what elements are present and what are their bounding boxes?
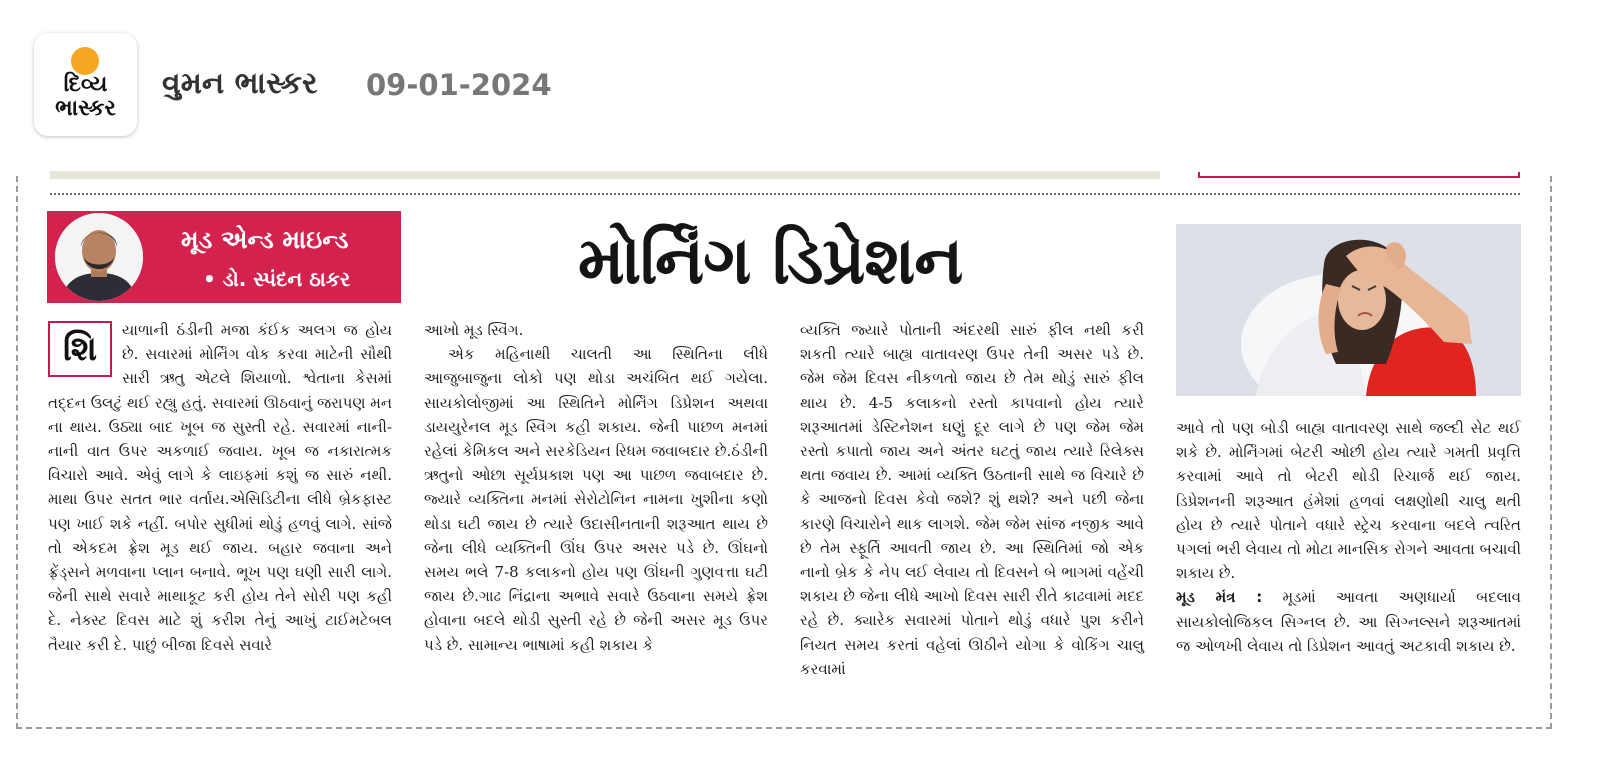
column-name: મૂડ એન્ડ માઇન્ડ	[181, 225, 349, 254]
dotted-divider	[50, 193, 1520, 195]
author-name: • ડો. સ્પંદન ઠાકર	[203, 267, 351, 291]
top-rule	[50, 171, 1160, 179]
paragraph-1: યાળાની ઠંડીની મજા કંઈક અલગ જ હોય છે. સવારમાં મોર્નિંગ વોક કરવા માટેની સૌથી સારી ઋતુ એટલે શિયાળો. શ્વેતાના કેસમાં તદ્દન ઉલટું થઈ રહ્યુ હતું. સવારમાં ઊઠવાનું જરાપણ મન ના થાય. ઉઠ્યા બાદ ખૂબ જ સુસ્તી રહે. સવારમાં નાની-નાની વાત ઉપર અકળાઈ જવાય. ખૂબ જ નકારાત્મક વિચારો આવે. એવું લાગે કે લાઇફમાં કશું જ સારું નથી. માથા ઉપર સતત ભાર વર્તાય.એસિડિટીના લીધે બ્રેકફાસ્ટ પણ ખાઈ શકે નહીં. બપોર સુધીમાં થોડું હળવું લાગે. સાંજે તો એકદમ ફ્રેશ મૂડ થઈ જાય. બહાર જવાના અને ફ્રેંડ્સને મળવાના પ્લાન બનાવે. ભૂખ પણ ઘણી સારી લાગે. જેની સાથે સવારે માથાકૂટ કરી હોય તેને સોરી પણ કહી દે. નેક્સ્ટ દિવસ માટે શું કરીશ તેનું આખું ટાઈમટેબલ તૈયાર કરી દે. પાછું બીજા દિવસે સવારે	[48, 321, 392, 654]
accent-bracket	[1198, 172, 1520, 178]
mood-mantra-label: મૂડ મંત્ર :	[1176, 588, 1263, 607]
paragraph-3: વ્યક્તિ જ્યારે પોતાની અંદરથી સારું ફીલ નથી કરી શકતી ત્યારે બાહ્ય વાતાવરણ ઉપર તેની અસર પડે છે. જેમ જેમ દિવસ નીકળતો જાય છે તેમ થોડું સારું ફીલ થાય છે. 4-5 કલાકનો રસ્તો કાપવાનો હોય ત્યારે શરૂઆતમાં ડેસ્ટિનેશન ઘણું દૂર લાગે છે પણ જેમ જેમ રસ્તો કપાતો જાય અને અંતર ઘટતું જાય ત્યારે રિલેક્સ થતા જવાય છે. આમાં વ્યક્તિ ઉઠતાની સાથે જ વિચારે છે કે આજનો દિવસ કેવો જશે? શું થશે? અને પછી જેના કારણે વિચારોને થાક લાગશે. જેમ જેમ સાંજ નજીક આવે છે તેમ સ્ફૂર્તિ આવતી જાય છે. આ સ્થિતિમાં જો એક નાનો બ્રેક કે નેપ લઈ લેવાય તો દિવસને બે ભાગમાં વહેંચી શકાય છે જેના લીધે આખો દિવસ સારી રીતે કાઢવામાં મદદ રહે છે. ક્યારેક સવારમાં પોતાને થોડું વધારે પુશ કરીને નિયત સમય કરતાં વહેલાં ઊઠીને યોગા કે વોકિંગ ચાલુ કરવામાં	[800, 321, 1144, 678]
article-column-1	[48, 318, 392, 657]
headline: મોર્નિંગ ડિપ્રેશન	[578, 222, 963, 299]
article-photo	[1176, 224, 1521, 396]
supplement-title: વુમન ભાસ્કર	[162, 66, 318, 101]
drop-cap: શિ	[48, 321, 112, 377]
author-avatar	[55, 213, 143, 301]
publication-date: 09-01-2024	[366, 68, 552, 102]
logo-line-1: દિવ્ય	[63, 72, 108, 97]
column-byline	[47, 211, 401, 303]
sun-icon	[71, 47, 99, 75]
logo-line-2: ભાસ્કર	[55, 96, 116, 121]
article-column-3	[800, 318, 1144, 681]
newspaper-logo	[34, 33, 137, 136]
paragraph-2b: એક મહિનાથી ચાલતી આ સ્થિતિના લીધે આજુબાજુના લોકો પણ થોડા અચંબિત થઈ ગયેલા. સાયકોલોજીમાં આ સ્થિતિને મોર્નિંગ ડિપ્રેશન અથવા ડાયયુરેનલ મૂડ સ્વિંગ કહી શકાય. જેની પાછળ મનમાં રહેલાં કેમિકલ અને સરકેડિયન રિધમ જવાબદાર છે.ઠંડીની ઋતુનો ઓછા સૂર્યપ્રકાશ પણ આ પાછળ જવાબદાર છે. જ્યારે વ્યક્તિના મનમાં સેરોટોનિન નામના ખુશીના કણો થોડા ઘટી જાય છે ત્યારે ઉદાસીનતાની શરૂઆત થાય છે જેના લીધે વ્યક્તિની ઊંઘ ઉપર અસર પડે છે. ઊંઘનો સમય ભલે 7-8 કલાકનો હોય પણ ઊંઘની ગુણવત્તા ઘટી જાય છે.ગાઢ નિંદ્રાના અભાવે સવારે ઉઠવાના સમયે ફ્રેશ હોવાના બદલે થોડી સુસ્તી રહે છે જેની અસર મૂડ ઉપર પડે છે. સામાન્ય ભાષામાં કહી શકાય કે	[424, 345, 769, 654]
mood-mantra-text: મૂડમાં આવતા અણધાર્યા બદલાવ સાયકોલોજિકલ સિગ્નલ છે. આ સિગ્નલ્સને શરૂઆતમાં જ ઓળખી લેવાય તો ડિપ્રેશન આવતું અટકાવી શકાય છે.	[1176, 588, 1521, 655]
article-column-4	[1176, 416, 1521, 658]
article-column-2	[424, 318, 768, 657]
paragraph-2a: આખો મૂડ સ્વિંગ.	[424, 321, 524, 339]
paragraph-4: આવે તો પણ બોડી બાહ્ય વાતાવરણ સાથે જલ્દી સેટ થઈ શકે છે. મોર્નિંગમાં બેટરી ઓછી હોય ત્યારે ગમતી પ્રવૃત્તિ કરવામાં આવે તો બેટરી થોડી રિચાર્જ થઈ જાય. ડિપ્રેશનની શરૂઆત હંમેશાં હળવાં લક્ષણોથી ચાલુ થતી હોય છે ત્યારે પોતાને વધારે સ્ટ્રેચ કરવાના બદલે ત્વરિત પગલાં ભરી લેવાય તો મોટા માનસિક રોગને આવતા બચાવી શકાય છે.	[1176, 419, 1521, 583]
mood-mantra	[1176, 585, 1521, 658]
